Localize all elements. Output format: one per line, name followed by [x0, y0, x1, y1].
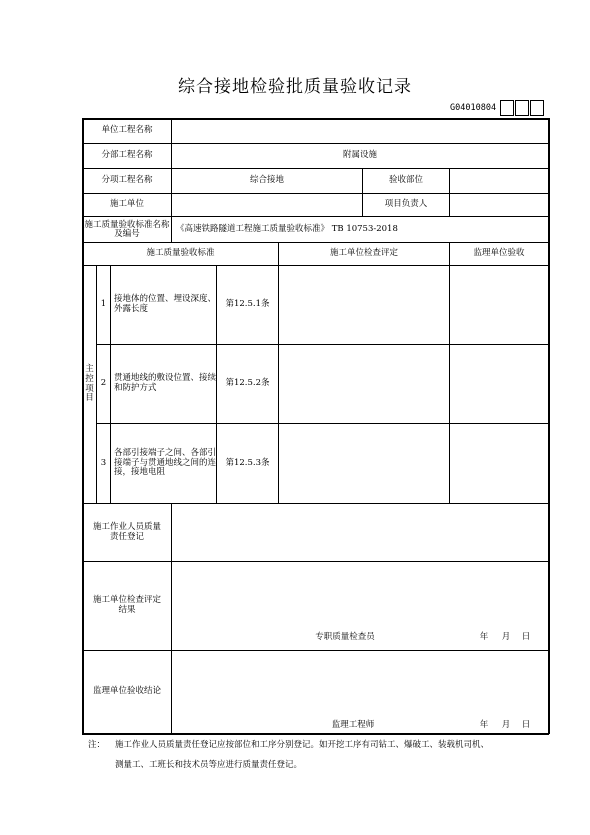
- project-leader-value[interactable]: [450, 194, 548, 216]
- item-number: 3: [100, 457, 107, 468]
- code-box-1[interactable]: [500, 100, 514, 116]
- note-line-1: 施工作业人员质量责任登记应按部位和工序分别登记。如开挖工序有司钻工、爆破工、装载机司机、: [115, 740, 490, 750]
- date-month: 月: [501, 632, 511, 643]
- code-box-2[interactable]: [515, 100, 529, 116]
- item-description: 接地体的位置、埋设深度、外露长度: [114, 294, 217, 314]
- header-supervise: 监理单位验收: [473, 248, 525, 259]
- item-project-label: 分项工程名称: [101, 175, 153, 186]
- unit-project-label: 单位工程名称: [101, 125, 153, 136]
- unit-project-value[interactable]: [172, 119, 548, 143]
- header-check: 施工单位检查评定: [329, 248, 398, 259]
- header-standard: 施工质量验收标准: [146, 248, 215, 259]
- form-code: G04010804: [450, 103, 497, 113]
- date-month: 月: [501, 720, 511, 731]
- inspector-label: 专职质量检查员: [315, 632, 375, 643]
- worker-registration-value[interactable]: [172, 504, 548, 561]
- main-control-label: 主控项目: [85, 363, 94, 404]
- date-year: 年: [479, 632, 489, 643]
- worker-registration-label: 施工作业人员质量责任登记: [92, 521, 161, 542]
- acceptance-part-value[interactable]: [450, 169, 548, 193]
- item-check-cell[interactable]: [279, 345, 449, 423]
- sub-project-label: 分部工程名称: [101, 150, 153, 161]
- note-line-2: 测量工、工班长和技术员等应进行质量责任登记。: [115, 760, 303, 770]
- construction-unit-value[interactable]: [172, 194, 362, 216]
- check-result-label: 施工单位检查评定结果: [92, 595, 161, 615]
- item-clause: 第12.5.3条: [225, 457, 270, 468]
- item-project-value[interactable]: 综合接地: [249, 175, 284, 186]
- item-description: 贯通地线的敷设位置、接续和防护方式: [114, 373, 217, 393]
- standard-label: 施工质量验收标准名称及编号: [84, 219, 170, 239]
- item-clause: 第12.5.1条: [225, 299, 270, 310]
- engineer-label: 监理工程师: [331, 720, 375, 731]
- project-leader-label: 项目负责人: [384, 199, 428, 210]
- item-supervise-cell[interactable]: [450, 345, 548, 423]
- supervise-conclusion-label: 监理单位验收结论: [92, 686, 161, 697]
- item-check-cell[interactable]: [279, 424, 449, 503]
- code-box-3[interactable]: [530, 100, 544, 116]
- item-supervise-cell[interactable]: [450, 424, 548, 503]
- item-clause: 第12.5.2条: [225, 378, 270, 389]
- date-year: 年: [479, 720, 489, 731]
- acceptance-part-label: 验收部位: [388, 175, 423, 186]
- note-prefix: 注：: [88, 740, 106, 750]
- item-number: 2: [100, 378, 107, 389]
- item-number: 1: [100, 299, 107, 310]
- construction-unit-label: 施工单位: [109, 199, 144, 210]
- item-description: 各部引接端子之间、各部引接端子与贯通地线之间的连接，接地电阻: [114, 447, 217, 478]
- item-check-cell[interactable]: [279, 266, 449, 344]
- date-day: 日: [521, 632, 531, 643]
- item-supervise-cell[interactable]: [450, 266, 548, 344]
- date-day: 日: [521, 720, 531, 731]
- form-code-group: [450, 100, 544, 116]
- standard-value: 《高速铁路隧道工程施工质量验收标准》 TB 10753-2018: [176, 223, 398, 234]
- sub-project-value[interactable]: 附属设施: [342, 150, 377, 161]
- page-title: 综合接地检验批质量验收记录: [178, 77, 412, 97]
